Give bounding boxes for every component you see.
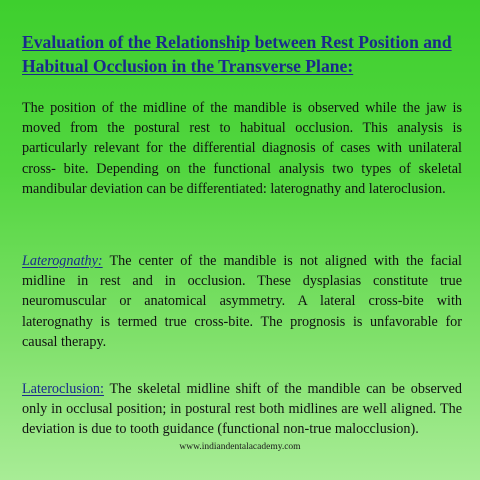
- laterognathy-paragraph: [22, 251, 462, 352]
- laterognathy-term: Laterognathy:: [22, 253, 103, 269]
- slide-title: Evaluation of the Relationship between Rest Position and Habitual Occlusion in the Transverse Plane:: [22, 32, 452, 76]
- intro-paragraph: The position of the midline of the mandible is observed while the jaw is moved from the postural rest to habitual occlusion. This analysis is particularly relevant for the differential diagnosis of cases with unilateral cross- bite. Depending on the functional analysis two types of skeletal mandibular deviation can be differentiated: laterognathy and lateroclusion.: [22, 100, 462, 197]
- footer-url[interactable]: www.indiandentalacademy.com: [179, 442, 301, 452]
- laterognathy-text: The center of the mandible is not aligned with the facial midline in rest and in occlusion. These dysplasias constitute true neuromuscular or anatomical asymmetry. A lateral cross-bite with laterognathy is termed true cross-bite. The prognosis is unfavorable for causal therapy.: [22, 253, 462, 350]
- lateroclusion-paragraph: [22, 379, 462, 440]
- lateroclusion-term: Lateroclusion:: [22, 381, 104, 397]
- lateroclusion-text: The skeletal midline shift of the mandible can be observed only in occlusal position; in postural rest both midlines are well aligned. The deviation is due to tooth guidance (functional non-true malocclusion).: [22, 381, 462, 438]
